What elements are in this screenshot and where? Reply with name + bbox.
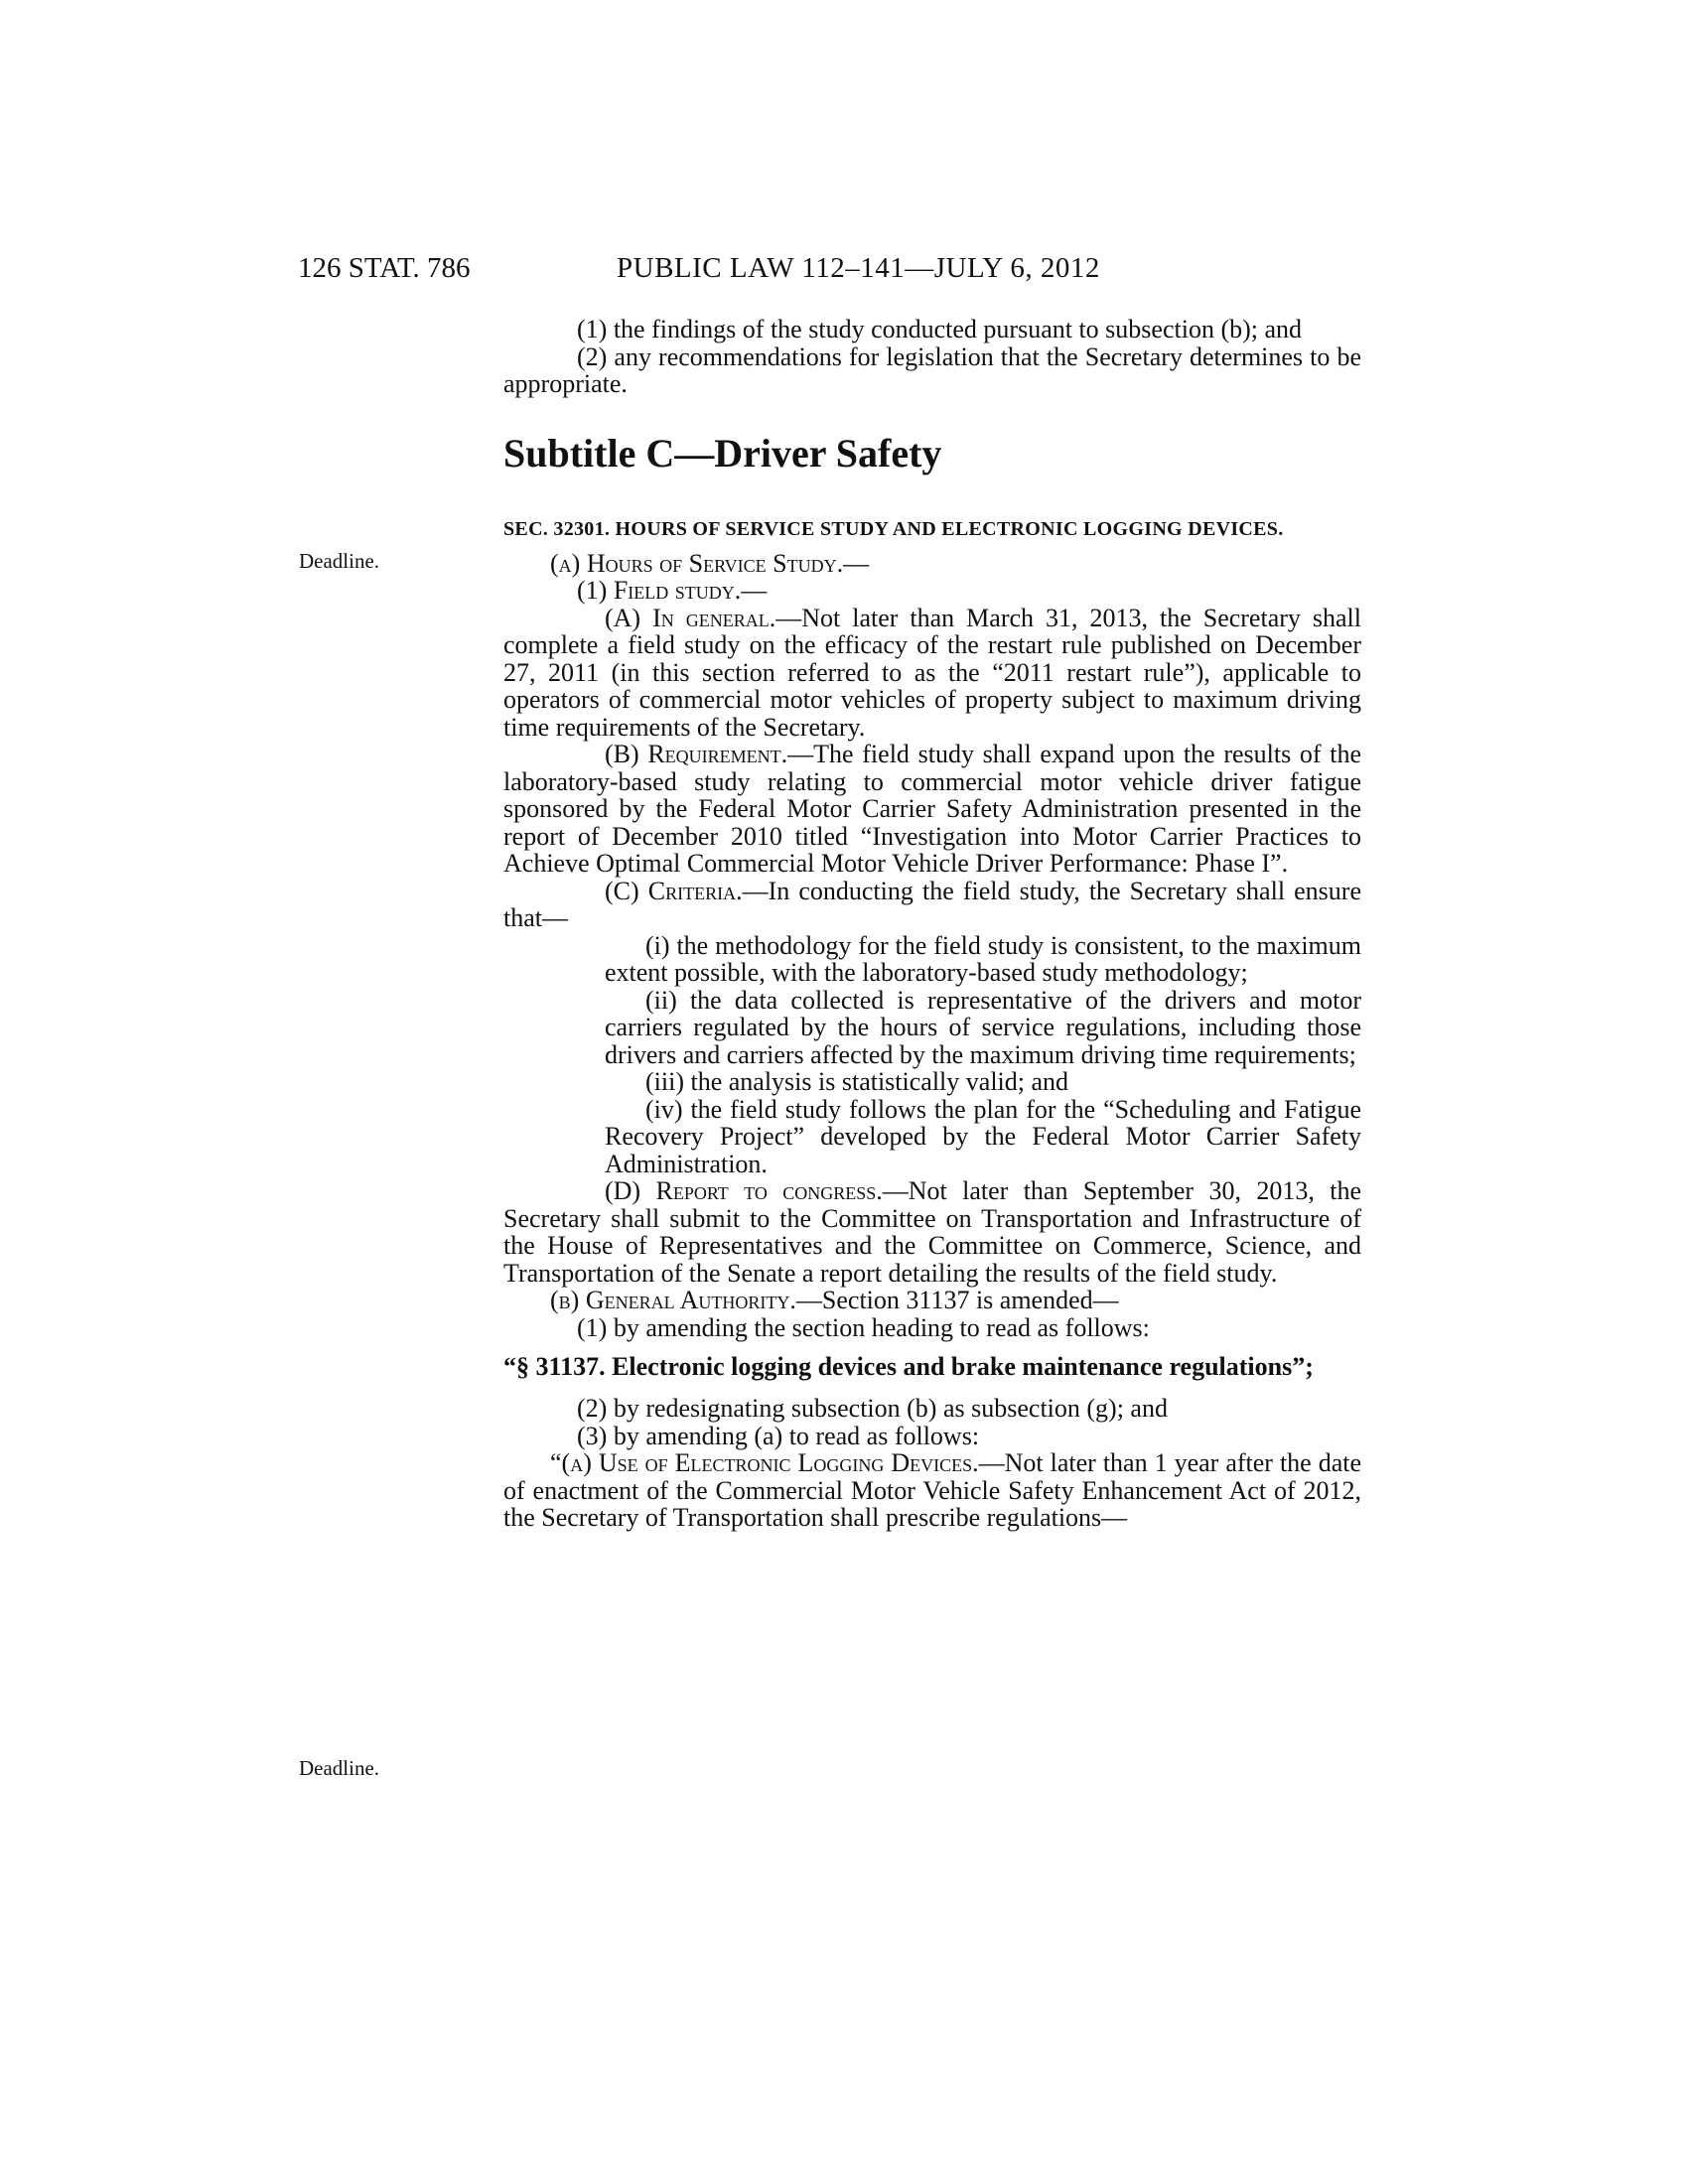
paragraph: (1) by amending the section heading to read as follows: [577, 1312, 1150, 1342]
subparagraph-text: The field study shall expand upon the results of the laboratory-based study relating to commercial motor vehicle driver fatigue sponsored by the Federal Motor Carrier Safety Administration presented in the report of December 2010 titled “Investigation into Motor Carrier Practices to Achieve Optimal Commercial Motor Vehicle Driver Performance: Phase I”. [503, 740, 1361, 878]
subparagraph-label: (A) In general.— [605, 603, 802, 632]
subparagraph-label: (B) Requirement.— [605, 740, 814, 768]
subsection-heading [503, 550, 1361, 578]
stat-citation: 126 STAT. 786 [298, 252, 471, 284]
subparagraph-label: (C) Criteria.— [605, 876, 769, 905]
subparagraph-text: In conducting the field study, the Secretary shall ensure that— [503, 876, 1361, 932]
law-title: PUBLIC LAW 112–141—JULY 6, 2012 [617, 252, 1100, 284]
subparagraph-text: Not later than September 30, 2013, the Secretary shall submit to the Committee on Transportation and Infrastructure of the House of Representatives and the Committee on Commerce, Science, and Transportation of the Senate a report detailing the results of the field study. [503, 1176, 1361, 1288]
paragraph: (2) by redesignating subsection (b) as subsection (g); and [577, 1394, 1168, 1423]
subsection [503, 1287, 1361, 1314]
paragraph: (2) any recommendations for legislation that the Secretary determines to be appropriate. [503, 341, 1361, 398]
paragraph-heading [503, 577, 1361, 605]
subparagraph [503, 1177, 1361, 1287]
paragraph: (1) the findings of the study conducted pursuant to subsection (b); and [577, 315, 1303, 343]
subsection-label: (b) General Authority.— [550, 1286, 822, 1314]
section-heading: SEC. 32301. HOURS OF SERVICE STUDY AND ELECTRONIC LOGGING DEVICES. [503, 517, 1284, 540]
quoted-subsection-text: Not later than 1 year after the date of enactment of the Commercial Motor Vehicle Safety Enhancement Act of 2012, the Secretary of Transportation shall prescribe regulations— [503, 1448, 1362, 1532]
quoted-subsection-label: “(a) Use of Electronic Logging Devices.— [550, 1448, 1005, 1477]
document-body [503, 316, 1361, 1532]
quoted-subsection [503, 1449, 1361, 1532]
subsection-label: (a) Hours of Service Study.— [550, 548, 870, 578]
subparagraph [503, 878, 1361, 932]
paragraph-label: (1) Field study.— [577, 576, 768, 605]
margin-note-deadline: Deadline. [299, 1756, 380, 1780]
paragraph: (3) by amending (a) to read as follows: [577, 1421, 980, 1450]
clause: (ii) the data collected is representative of the drivers and motor carriers regulated by the hours of service regulations, including those drivers and carriers affected by the maximum driving time requirements; [605, 985, 1361, 1069]
amended-section-heading: “§ 31137. Electronic logging devices and brake maintenance regulations”; [503, 1352, 1314, 1381]
subtitle-heading: Subtitle C—Driver Safety [503, 430, 942, 476]
subparagraph [503, 741, 1361, 878]
subparagraph-label: (D) Report to congress.— [605, 1176, 909, 1205]
subparagraph [503, 605, 1361, 742]
clause: (iii) the analysis is statistically valid; and [645, 1067, 1069, 1096]
margin-note-deadline: Deadline. [299, 549, 380, 573]
clause: (i) the methodology for the field study is consistent, to the maximum extent possible, with the laboratory-based study methodology; [605, 930, 1361, 987]
subparagraph-text: Not later than March 31, 2013, the Secretary shall complete a field study on the efficacy of the restart rule published on December 27, 2011 (in this section referred to as the “2011 restart rule”), applicable to operators of commercial motor vehicles of property subject to maximum driving time requirements of the Secretary. [503, 603, 1361, 742]
clause: (iv) the field study follows the plan for the “Scheduling and Fatigue Recovery Project” developed by the Federal Motor Carrier Safety Administration. [605, 1094, 1361, 1178]
subsection-text: Section 31137 is amended— [821, 1286, 1119, 1314]
